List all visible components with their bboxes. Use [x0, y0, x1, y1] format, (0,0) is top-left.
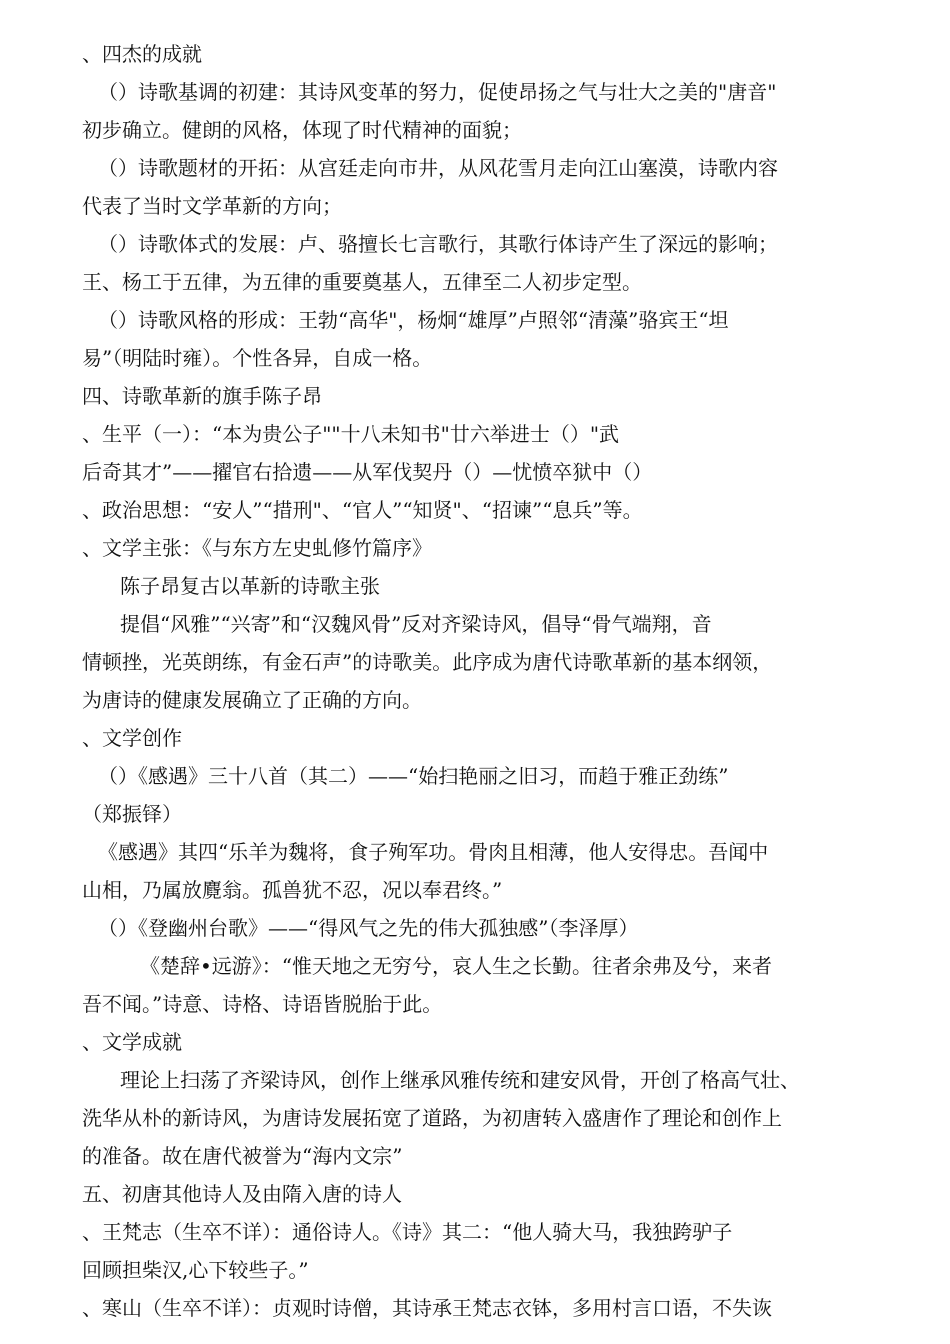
text-line: （）《感遇》三十八首（其二）——“始扫艳丽之旧习，而趋于雅正劲练”: [98, 764, 729, 788]
text-line: 易”（明陆时雍）。个性各异，自成一格。: [82, 346, 433, 370]
text-line: 、寒山（生卒不详）：贞观时诗僧，其诗承王梵志衣钵，多用村言口语，不失诙: [82, 1296, 772, 1320]
text-line: 洗华从朴的新诗风，为唐诗发展拓宽了道路，为初唐转入盛唐作了理论和创作上: [82, 1106, 782, 1130]
text-line: 、生平（一）：“本为贵公子""十八未知书"廿六举进士（）"武: [82, 422, 620, 446]
text-line: 《楚辞•远游》：“惟天地之无穷兮，哀人生之长勤。往者余弗及兮，来者: [140, 954, 773, 978]
text-line: 理论上扫荡了齐梁诗风，创作上继承风雅传统和建安风骨，开创了格高气壮、: [120, 1068, 800, 1092]
section-heading: 五、初唐其他诗人及由隋入唐的诗人: [82, 1182, 402, 1206]
text-line: 后奇其才”——擢官右拾遗——从军伐契丹（）—忧愤卒狱中（）: [82, 460, 653, 484]
section-heading: 四、诗歌革新的旗手陈子昂: [82, 384, 322, 408]
text-line: 回顾担柴汉,心下较些子。”: [82, 1258, 309, 1282]
text-line: 王、杨工于五律，为五律的重要奠基人，五律至二人初步定型。: [82, 270, 642, 294]
text-line: 提倡“风雅”“兴寄”和“汉魏风骨”反对齐梁诗风，倡导“骨气端翔，音: [120, 612, 712, 636]
text-line: 山相，乃属放麑翁。孤兽犹不忍，况以奉君终。”: [82, 878, 503, 902]
text-line: 、王梵志（生卒不详）：通俗诗人。《诗》其二：“他人骑大马，我独跨驴子: [82, 1220, 733, 1244]
text-line: 情顿挫，光英朗练，有金石声”的诗歌美。此序成为唐代诗歌革新的基本纲领，: [82, 650, 773, 674]
text-line: 、文学成就: [82, 1030, 182, 1054]
text-line: 的准备。故在唐代被誉为“海内文宗”: [82, 1144, 403, 1168]
text-line: （）诗歌基调的初建：其诗风变革的努力，促使昂扬之气与壮大之美的"唐音": [98, 80, 777, 104]
text-line: 、政治思想：“安人”“措刑"、“官人”“知贤"、“招谏”“息兵”等。: [82, 498, 643, 522]
text-line: 《感遇》其四“乐羊为魏将，食子殉军功。骨肉且相薄，他人安得忠。吾闻中: [98, 840, 769, 864]
text-line: 初步确立。健朗的风格，体现了时代精神的面貌；: [82, 118, 522, 142]
text-line: 、文学主张：《与东方左史虬修竹篇序》: [82, 536, 432, 560]
text-line: （）《登幽州台歌》——“得风气之先的伟大孤独感”（李泽厚）: [98, 916, 639, 940]
text-line: 、四杰的成就: [82, 42, 202, 66]
text-line: 吾不闻。”诗意、诗格、诗语皆脱胎于此。: [82, 992, 443, 1016]
text-line: 代表了当时文学革新的方向；: [82, 194, 342, 218]
text-line: 陈子昂复古以革新的诗歌主张: [120, 574, 380, 598]
text-line: 为唐诗的健康发展确立了正确的方向。: [82, 688, 422, 712]
text-line: （）诗歌风格的形成：王勃“高华"，杨炯“雄厚”卢照邻“清藻”骆宾王“坦: [98, 308, 729, 332]
text-line: （）诗歌体式的发展：卢、骆擅长七言歌行，其歌行体诗产生了深远的影响；: [98, 232, 778, 256]
text-line: 、文学创作: [82, 726, 182, 750]
text-line: （）诗歌题材的开拓：从宫廷走向市井，从风花雪月走向江山塞漠，诗歌内容: [98, 156, 778, 180]
text-line: （郑振铎）: [82, 802, 182, 826]
